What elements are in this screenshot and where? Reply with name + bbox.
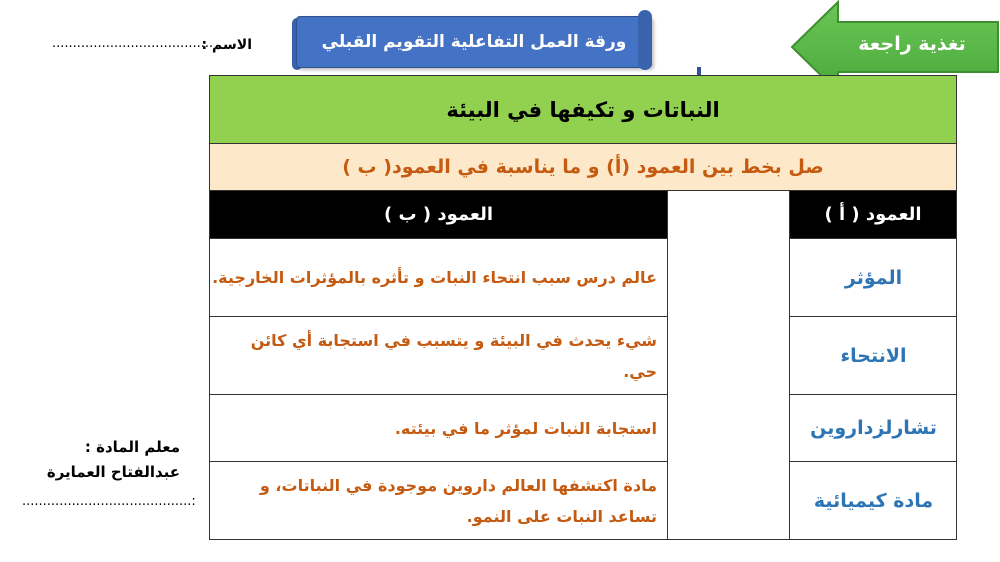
column-b-item[interactable] xyxy=(212,239,662,316)
name-label: الاسم : xyxy=(201,37,252,53)
worksheet-instruction: صل بخط بين العمود (أ) و ما يناسبة في العمود( ب ) xyxy=(210,144,956,191)
worksheet-title: النباتات و تكيفها في البيئة xyxy=(210,76,956,144)
matching-area[interactable] xyxy=(668,191,789,539)
column-b-text: مادة اكتشفها العالم داروين موجودة في النباتات، و تساعد النبات على النمو. xyxy=(259,475,657,526)
column-a-text: الانتحاء xyxy=(840,344,907,367)
decorative-mark xyxy=(697,67,701,75)
banner-title: ورقة العمل التفاعلية التقويم القبلي xyxy=(321,32,627,52)
column-a-text: المؤثر xyxy=(844,266,903,289)
column-b-item[interactable] xyxy=(212,462,662,539)
column-a-item[interactable] xyxy=(791,462,956,539)
column-b-text: استجابة النبات لمؤثر ما في بيئته. xyxy=(394,418,657,438)
column-a-item[interactable] xyxy=(791,239,956,316)
column-a-item[interactable] xyxy=(791,395,956,461)
column-a-text: تشارلزداروين xyxy=(810,417,937,439)
teacher-name: عبدالفتاح العمايرة xyxy=(46,463,180,481)
feedback-label[interactable]: تغذية راجعة xyxy=(858,33,966,55)
column-b-item[interactable] xyxy=(212,317,662,394)
name-field[interactable]: ....................................... xyxy=(52,36,214,51)
banner-curl-right xyxy=(638,10,652,70)
column-divider xyxy=(789,191,790,540)
teacher-label: معلم المادة : xyxy=(84,438,180,456)
column-b-text: شيء يحدث في البيئة و يتسبب في استجابة أي كائن حي. xyxy=(250,330,657,381)
column-a-header: العمود ( أ ) xyxy=(790,191,956,238)
column-b-text: عالم درس سبب انتحاء النبات و تأثره بالمؤثرات الخارجية. xyxy=(212,268,657,287)
teacher-signature-line: .........................................: xyxy=(22,494,196,509)
column-a-item[interactable] xyxy=(791,317,956,394)
column-b-header: العمود ( ب ) xyxy=(210,191,667,238)
column-a-text: مادة كيميائية xyxy=(813,489,934,512)
column-b-item[interactable] xyxy=(212,395,662,461)
teacher-info xyxy=(22,435,180,485)
worksheet-banner xyxy=(296,16,652,68)
